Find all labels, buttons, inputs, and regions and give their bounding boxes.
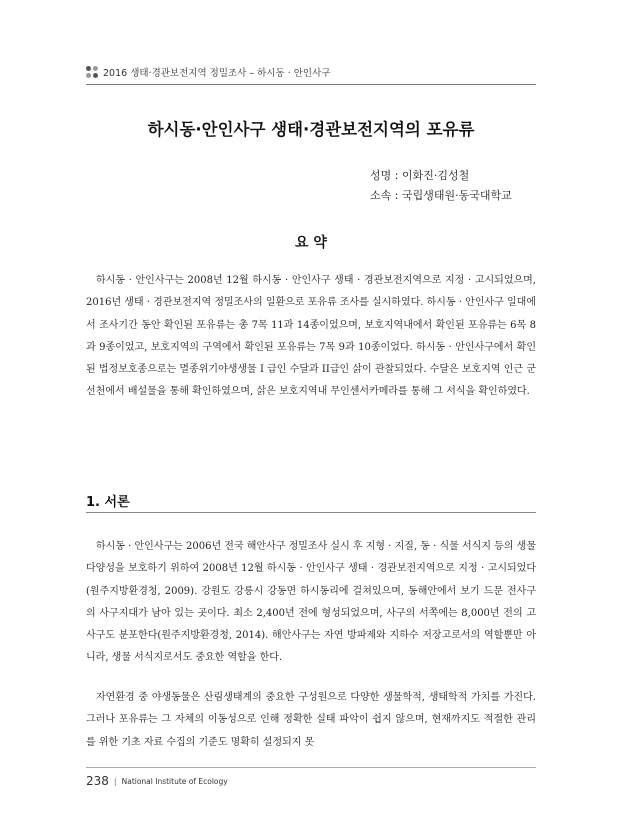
author-names: 성명 : 이화진·김성철: [370, 169, 470, 182]
paper-title: 하시동·안인사구 생태·경관보전지역의 포유류: [147, 120, 475, 139]
footer-rule: [86, 767, 536, 768]
header-rule: [86, 84, 536, 85]
abstract-heading: 요 약: [295, 235, 327, 251]
abstract-text: 하시동 · 안인사구는 2008년 12월 하시동 · 안인사구 생태 · 경관보전지역으로 지정 · 고시되었으며, 2016년 생태 · 경관보전지역 정밀조사의 일환으로 포유류 조사를 실시하였다. 하시동 · 안인사구 일대에서 조사기간 동안 확인된 포유류는 총 7목 11과 14종이었으며, 보호지역내에서 확인된 포유류는 6목 8과 9종이었고, 보호지역의 구역에서 확인된 포유류는 7목 9과 10종이었다. 하시동 · 안인사구에서 확인된 법정보호종으로는 멸종위기야생생물 I 급인 수달과 II급인 삵이 관찰되었다. 수달은 보호지역 인근 군선천에서 배설물을 통해 확인하였으며, 삵은 보호지역내 무인센서카메라를 통해 그 서식을 확인하였다.: [86, 275, 536, 398]
header-dot: [86, 66, 91, 71]
intro-paragraph-2: 자연환경 중 야생동물은 산림생태계의 중요한 구성원으로 다양한 생물학적, 생태학적 가치를 가진다. 그러나 포유류는 그 자체의 이동성으로 인해 정확한 실태 파악이 쉽지 않으며, 현재까지도 적절한 관리를 위한 기초 자료 수집의 기준도 명확히 설정되지 못: [86, 692, 536, 748]
author-affiliation: 소속 : 국립생태원·동국대학교: [370, 189, 512, 202]
header-dot: [86, 73, 91, 78]
running-title: 2016 생태·경관보전지역 정밀조사 – 하시동 · 안인사구: [103, 68, 331, 79]
institute-name: National Institute of Ecology: [121, 776, 228, 786]
header-dots-icon: [86, 66, 98, 78]
header-dot: [93, 66, 98, 71]
running-header: [86, 64, 330, 80]
page-footer: [86, 774, 228, 788]
footer-separator: |: [113, 776, 117, 786]
intro-paragraph-1: 하시동 · 안인사구는 2006년 전국 해안사구 정밀조사 실시 후 지형 · 지질, 동 · 식물 서식지 등의 생물다양성을 보호하기 위하여 2008년 12월 하시동 · 안인사구 생태 · 경관보전지역으로 지정 · 고시되었다(원주지방환경청, 2009). 강원도 강릉시 강동면 하시동리에 걸쳐있으며, 동해안에서 보기 드문 전사구의 사구지대가 남아 있는 곳이다. 최소 2,400년 전에 형성되었으며, 사구의 서쪽에는 8,000년 전의 고사구도 분포한다(원주지방환경청, 2014). 해안사구는 자연 방파제와 지하수 저장고로서의 역할뿐만 아니라, 생물 서식지로서도 중요한 역할을 한다.: [86, 541, 536, 664]
authors-block: [370, 166, 512, 206]
header-dot: [93, 73, 98, 78]
section-rule: [86, 512, 536, 513]
section-heading-introduction: 1. 서론: [86, 495, 130, 510]
page-number: 238: [86, 774, 109, 788]
